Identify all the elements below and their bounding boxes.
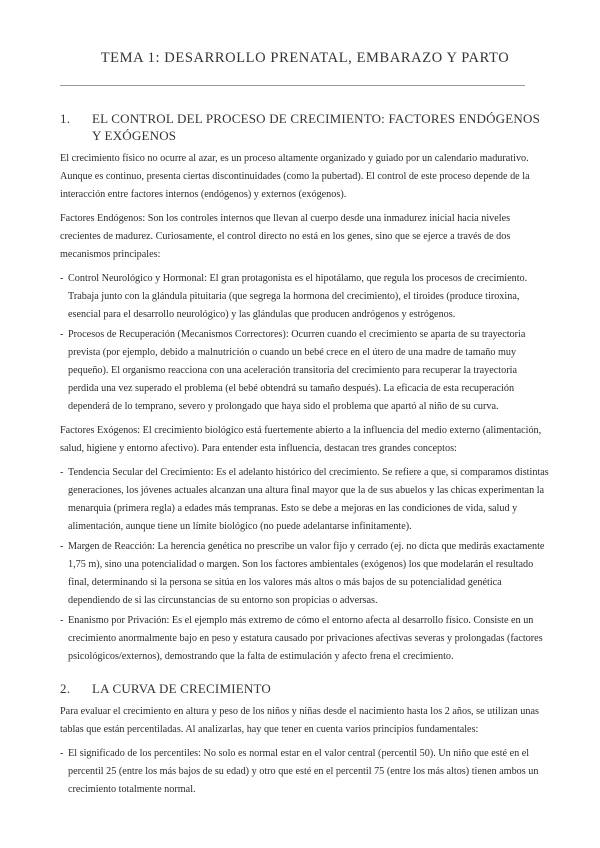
exogenous-intro: Factores Exógenos: El crecimiento biológico está fuertemente abierto a la influencia del medio externo (alimentación, salud, higiene y entorno afectivo). Para entender esta influencia, destacan tres grandes conceptos: bbox=[60, 425, 542, 454]
document-title: TEMA 1: DESARROLLO PRENATAL, EMBARAZO Y PARTO bbox=[100, 50, 510, 66]
section-2-intro: Para evaluar el crecimiento en altura y peso de los niños y niñas desde el nacimiento hasta los 2 años, se utilizan unas tablas que están percentiladas. Al analizarlas, hay que tener en cuenta varios principios fundamentales: bbox=[60, 706, 539, 735]
section-1-title: EL CONTROL DEL PROCESO DE CRECIMIENTO: FACTORES ENDÓGENOS Y EXÓGENOS bbox=[92, 111, 540, 143]
endogenous-list bbox=[60, 270, 550, 416]
document-body bbox=[60, 110, 550, 805]
endogenous-intro: Factores Endógenos: Son los controles internos que llevan al cuerpo desde una inmadurez inicial hacia niveles crecientes de madurez. Curiosamente, el control directo no está en los genes, sino que se ejerce a través de dos mecanismos principales: bbox=[60, 213, 511, 260]
list-item: - Procesos de Recuperación (Mecanismos Correctores): Ocurren cuando el crecimiento se aparta de su trayectoria prevista (por ejemplo, debido a malnutrición o cuando un bebé crece en el útero de una madre de tamaño muy pequeño). El organismo reacciona con una aceleración transitoria del crecimiento para recuperar la trayectoria perdida una vez superado el problema (el bebé obtendrá su tamaño después). La eficacia de esta recuperación dependerá de lo temprano, severo y prolongado que haya sido el problema que apartó al niño de su curva. bbox=[60, 326, 550, 416]
section-1-intro: El crecimiento físico no ocurre al azar, es un proceso altamente organizado y guiado por un calendario madurativo. Aunque es continuo, presenta ciertas discontinuidades (como la pubertad). El control de este proceso depende de la interacción entre factores internos (endógenos) y externos (exógenos). bbox=[60, 153, 530, 200]
percentile-list bbox=[60, 745, 550, 799]
list-item: - Margen de Reacción: La herencia genética no prescribe un valor fijo y cerrado (ej. no dicta que medirás exactamente 1,75 m), sino una potencialidad o margen. Son los factores ambientales (exógenos) los que modelarán el resultado final, determinando si la persona se sitúa en los valores más altos o más bajos de su potencialidad genética dependiendo de si las circunstancias de su entorno son propicias o adversas. bbox=[60, 538, 550, 610]
list-item: - Enanismo por Privación: Es el ejemplo más extremo de cómo el entorno afecta al desarrollo físico. Consiste en un crecimiento anormalmente bajo en peso y estatura causado por privaciones afectivas severas y prolongadas (factores psicológicos/externos), demostrando que la falta de estimulación y afecto frena el crecimiento. bbox=[60, 612, 550, 666]
section-2-number: 2. bbox=[60, 681, 71, 696]
section-1-heading bbox=[60, 110, 550, 144]
exogenous-list bbox=[60, 464, 550, 666]
list-item: - El significado de los percentiles: No solo es normal estar en el valor central (percentil 50). Un niño que esté en el percentil 25 (entre los más bajos de su edad) y otro que esté en el percentil 75 (entre los más altos) tienen ambos un crecimiento totalmente normal. bbox=[60, 745, 550, 799]
section-1-number: 1. bbox=[60, 111, 71, 126]
list-item: - Control Neurológico y Hormonal: El gran protagonista es el hipotálamo, que regula los procesos de crecimiento. Trabaja junto con la glándula pituitaria (que segrega la hormona del crecimiento), el tiroides (produce tiroxina, esencial para el desarrollo neurológico) y las glándulas que producen andrógenos y estrógenos. bbox=[60, 270, 550, 324]
list-item: - Tendencia Secular del Crecimiento: Es el adelanto histórico del crecimiento. Se refiere a que, si comparamos distintas generaciones, los jóvenes actuales alcanzan una altura final mayor que la de sus abuelos y las chicas experimentan la menarquia (primera regla) a edades más tempranas. Esto se debe a mejoras en las condiciones de vida, salud y alimentación, aunque tiene un límite biológico (no puede adelantarse infinitamente). bbox=[60, 464, 550, 536]
section-2-heading bbox=[60, 680, 550, 697]
title-divider bbox=[60, 85, 525, 86]
section-2-title: LA CURVA DE CRECIMIENTO bbox=[92, 681, 271, 696]
